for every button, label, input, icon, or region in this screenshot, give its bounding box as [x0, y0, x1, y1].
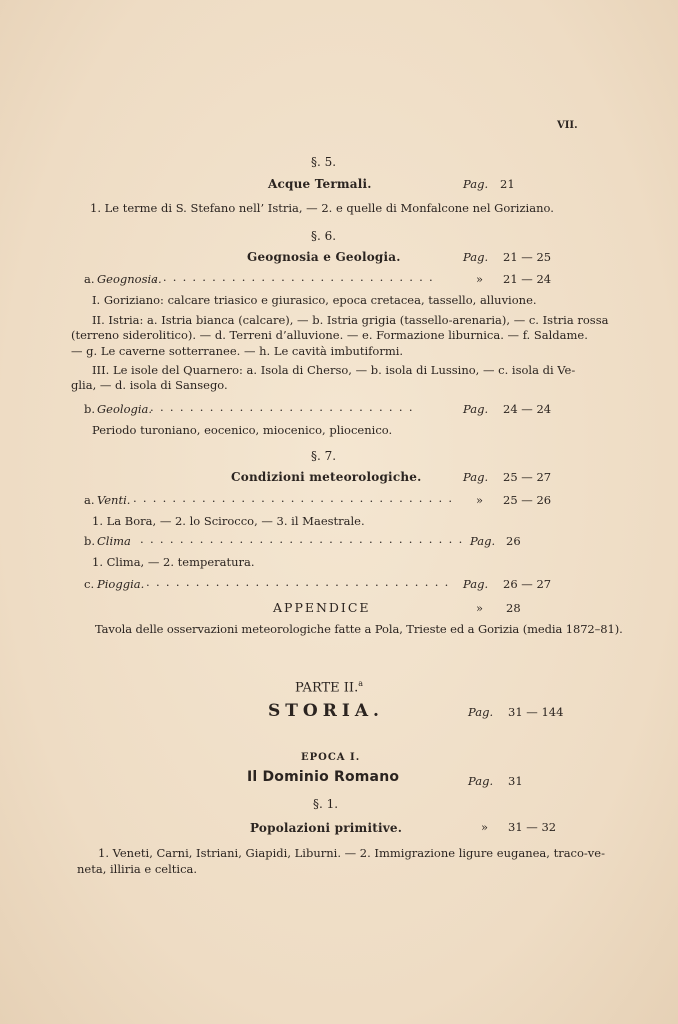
section-6b-title: Geologia.	[97, 402, 153, 416]
section-6-number: §. 6.	[311, 229, 337, 243]
dot-leader: .................................	[133, 491, 459, 505]
section-5-number: §. 5.	[311, 155, 337, 169]
section-7b-line: 1. Clima, — 2. temperatura.	[92, 555, 255, 569]
parte-label: PARTE II.$^a$	[295, 679, 363, 696]
dot-leader: ...............................	[146, 575, 455, 589]
section-5-heading: Acque Termali.	[268, 177, 372, 191]
epoca-pages: 31	[508, 774, 523, 788]
parte-pages: 31 — 144	[508, 705, 564, 719]
section-7a-pages: 25 — 26	[503, 493, 552, 507]
epoca-label: EPOCA I.	[301, 752, 361, 763]
section-6-goriziano-line: I. Goriziano: calcare triasico e giurasico, epoca cretacea, tassello, alluvione.	[92, 293, 537, 307]
section-7b-pages: 26	[506, 534, 521, 548]
epoca-title: Il Dominio Romano	[247, 769, 400, 785]
section-7b-pag-label: Pag.	[470, 534, 496, 548]
section-6b-line: Periodo turoniano, eocenico, miocenico, pliocenico.	[92, 423, 393, 437]
section-5-pag-label: Pag.	[463, 177, 489, 191]
section-7b-title: Clima	[97, 534, 131, 548]
section-6-pages: 21 — 25	[503, 250, 552, 264]
section-7a-label: a.	[84, 493, 95, 507]
section-6b-pag-label: Pag.	[463, 402, 489, 416]
section-6-heading: Geognosia e Geologia.	[247, 250, 401, 264]
section-1-line-2: neta, illiria e celtica.	[77, 862, 198, 876]
section-6-isole-line-2: glia, — d. isola di Sansego.	[71, 378, 228, 392]
section-5-line: 1. Le terme di S. Stefano nell’ Istria, — 2. e quelle di Monfalcone nel Goriziano.	[90, 201, 554, 215]
appendix-marker: »	[476, 601, 484, 615]
dot-leader: ...........................	[150, 400, 419, 414]
section-6a-pages: 21 — 24	[503, 272, 552, 286]
section-7a-title: Venti.	[97, 493, 131, 507]
section-7c-pages: 26 — 27	[503, 577, 552, 591]
section-6-pag-label: Pag.	[463, 250, 489, 264]
parte-title: STORIA.	[268, 701, 384, 721]
section-6a-title: Geognosia.	[97, 272, 162, 286]
dot-leader: .................................	[140, 532, 469, 546]
appendix-pages: 28	[506, 601, 521, 615]
section-7-heading: Condizioni meteorologiche.	[231, 470, 422, 484]
section-7a-line: 1. La Bora, — 2. lo Scirocco, — 3. il Maestrale.	[92, 514, 365, 528]
section-7-number: §. 7.	[311, 449, 337, 463]
section-6a-marker: »	[476, 272, 484, 286]
section-6-istria-line-3: — g. Le caverne sotterranee. — h. Le cavità imbutiformi.	[71, 344, 404, 358]
section-7-pages: 25 — 27	[503, 470, 552, 484]
section-7b-label: b.	[84, 534, 96, 548]
appendix-line: Tavola delle osservazioni meteorologiche fatte a Pola, Trieste ed a Gorizia (media 1872–81).	[95, 622, 623, 636]
section-1-number: §. 1.	[313, 797, 339, 811]
section-7c-label: c.	[84, 577, 95, 591]
section-1-line-1: 1. Veneti, Carni, Istriani, Giapidi, Liburni. — 2. Immigrazione ligure euganea, traco-ve-	[98, 846, 605, 860]
section-1-marker: »	[481, 820, 489, 834]
page-number: VII.	[557, 120, 578, 131]
epoca-pag-label: Pag.	[468, 774, 494, 788]
parte-pag-label: Pag.	[468, 705, 494, 719]
section-6-isole-line-1: III. Le isole del Quarnero: a. Isola di Cherso, — b. isola di Lussino, — c. isola di Ve-	[92, 363, 576, 377]
section-6-istria-line-1: II. Istria: a. Istria bianca (calcare), — b. Istria grigia (tassello-arenaria), — c. Istria rossa	[92, 313, 609, 327]
dot-leader: .............................	[153, 270, 439, 284]
section-6a-label: a.	[84, 272, 95, 286]
section-5-pages: 21	[500, 177, 515, 191]
section-6b-label: b.	[84, 402, 96, 416]
section-1-pages: 31 — 32	[508, 820, 557, 834]
section-1-heading: Popolazioni primitive.	[250, 821, 403, 835]
section-7-pag-label: Pag.	[463, 470, 489, 484]
appendix-heading: APPENDICE	[273, 600, 371, 615]
section-6-istria-line-2: (terreno siderolitico). — d. Terreni d’alluvione. — e. Formazione liburnica. — f. Saldame.	[71, 328, 588, 342]
section-7c-title: Pioggia.	[97, 577, 145, 591]
section-7a-marker: »	[476, 493, 484, 507]
section-6b-pages: 24 — 24	[503, 402, 552, 416]
section-7c-pag-label: Pag.	[463, 577, 489, 591]
